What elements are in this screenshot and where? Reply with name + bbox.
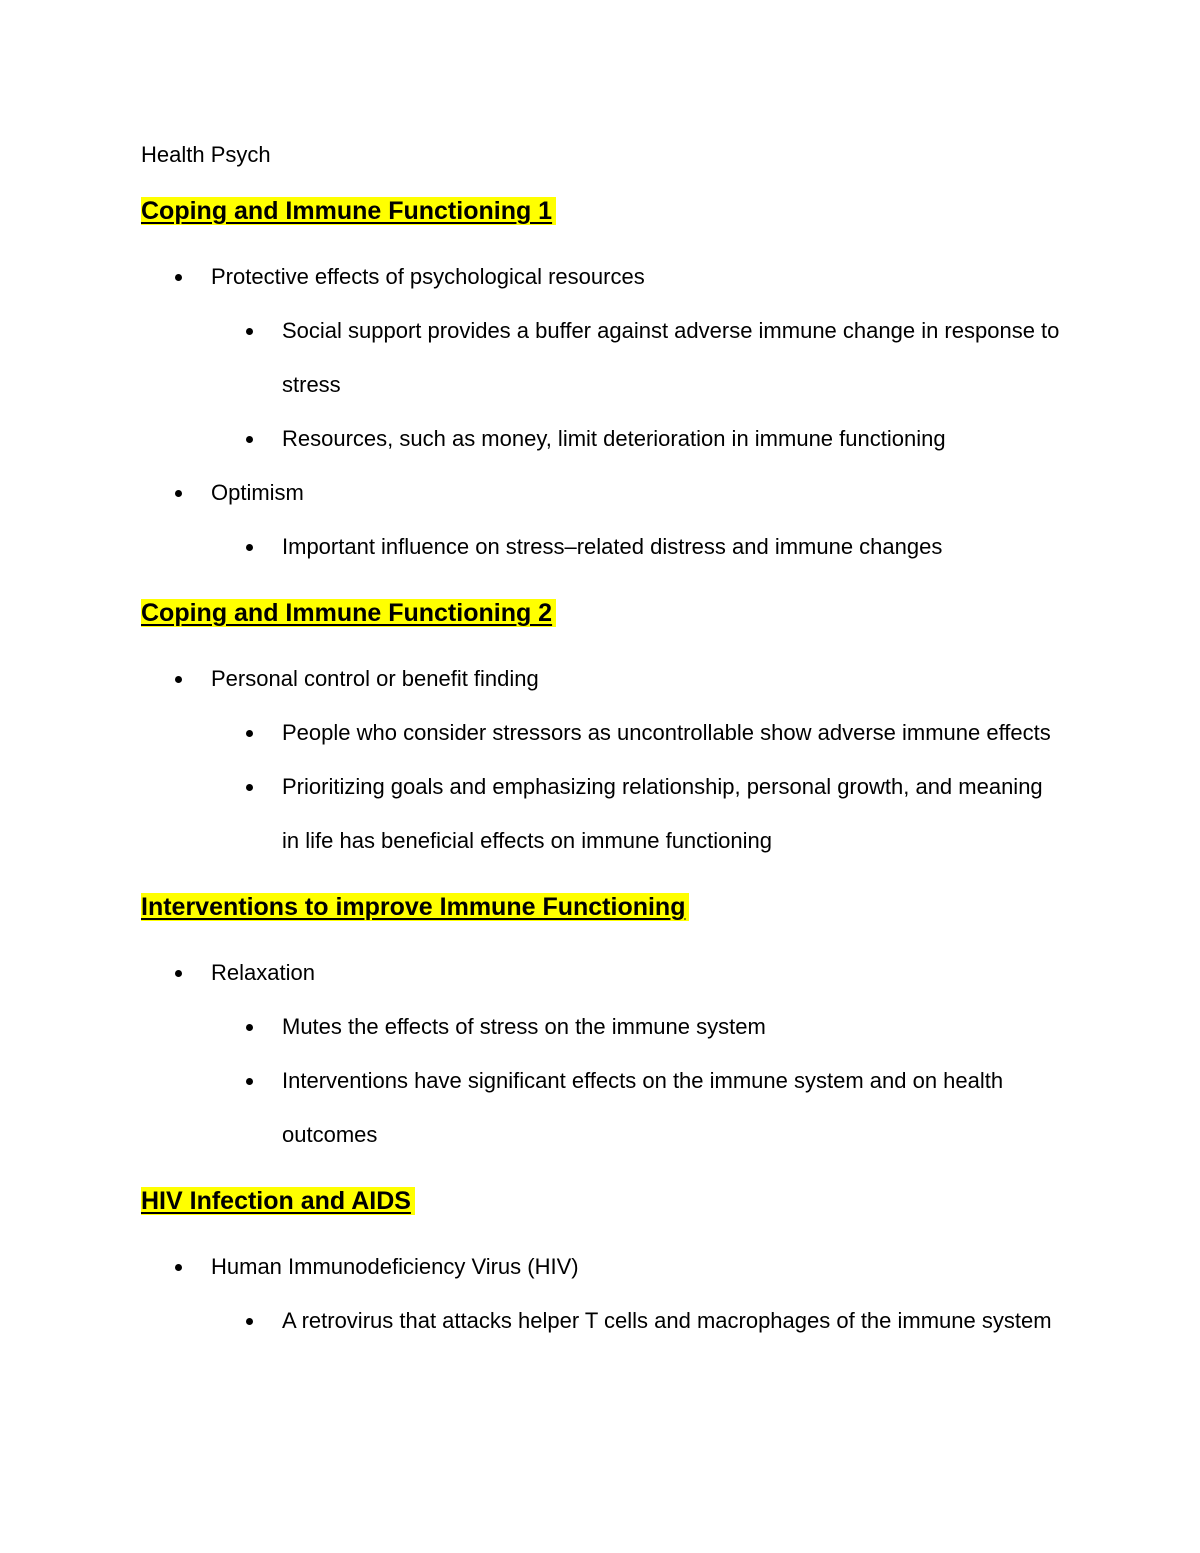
highlighted-heading-text: Interventions to improve Immune Functioning — [141, 893, 689, 921]
sub-list-item-text: Mutes the effects of stress on the immune system — [282, 1014, 766, 1039]
list-item-text: Optimism — [211, 480, 304, 505]
highlighted-heading-text: Coping and Immune Functioning 1 — [141, 197, 556, 225]
bullet-icon — [175, 274, 182, 281]
bullet-icon — [246, 1078, 253, 1085]
section-heading — [141, 890, 1140, 924]
bullet-icon — [175, 1264, 182, 1271]
list-item-text: Relaxation — [211, 960, 315, 985]
sub-list-item — [141, 304, 1140, 412]
sub-list-item — [141, 520, 1140, 574]
sub-list-item — [141, 706, 1140, 760]
sub-list-item-text: Social support provides a buffer against adverse immune change in response to stress — [282, 318, 1060, 397]
sub-list-item-text: A retrovirus that attacks helper T cells and macrophages of the immune system — [282, 1308, 1052, 1333]
section-heading — [141, 596, 1140, 630]
sub-list-item-text: People who consider stressors as uncontrollable show adverse immune effects — [282, 720, 1051, 745]
list-item — [141, 1240, 1140, 1294]
list-item-text: Protective effects of psychological resources — [211, 264, 645, 289]
list-item — [141, 652, 1140, 706]
bullet-icon — [175, 970, 182, 977]
sub-list-item — [141, 760, 1140, 868]
bullet-icon — [246, 544, 253, 551]
list-item-text: Human Immunodeficiency Virus (HIV) — [211, 1254, 579, 1279]
bullet-list — [141, 946, 1140, 1162]
section-coping-2 — [141, 596, 1140, 868]
sub-list-item-text: Prioritizing goals and emphasizing relationship, personal growth, and meaning in life has beneficial effects on immune functioning — [282, 774, 1043, 853]
bullet-icon — [246, 730, 253, 737]
list-item — [141, 250, 1140, 304]
bullet-icon — [246, 436, 253, 443]
sub-list-item — [141, 1294, 1140, 1348]
section-coping-1 — [141, 194, 1140, 574]
highlighted-heading-text: Coping and Immune Functioning 2 — [141, 599, 556, 627]
bullet-icon — [246, 328, 253, 335]
section-hiv-aids — [141, 1184, 1140, 1348]
sub-list-item — [141, 412, 1140, 466]
document-title: Health Psych — [141, 142, 271, 167]
bullet-list — [141, 250, 1140, 574]
sub-list-item-text: Interventions have significant effects on the immune system and on health outcomes — [282, 1068, 1004, 1147]
sub-list-item-text: Resources, such as money, limit deterioration in immune functioning — [282, 426, 946, 451]
bullet-list — [141, 1240, 1140, 1348]
sub-list-item-text: Important influence on stress–related distress and immune changes — [282, 534, 943, 559]
list-item — [141, 946, 1140, 1000]
bullet-icon — [175, 490, 182, 497]
bullet-icon — [246, 1318, 253, 1325]
highlighted-heading-text: HIV Infection and AIDS — [141, 1187, 415, 1215]
section-interventions — [141, 890, 1140, 1162]
section-heading — [141, 1184, 1140, 1218]
bullet-icon — [246, 1024, 253, 1031]
sub-list-item — [141, 1054, 1140, 1162]
list-item — [141, 466, 1140, 520]
list-item-text: Personal control or benefit finding — [211, 666, 539, 691]
bullet-icon — [175, 676, 182, 683]
bullet-list — [141, 652, 1140, 868]
bullet-icon — [246, 784, 253, 791]
section-heading — [141, 194, 1140, 228]
sub-list-item — [141, 1000, 1140, 1054]
